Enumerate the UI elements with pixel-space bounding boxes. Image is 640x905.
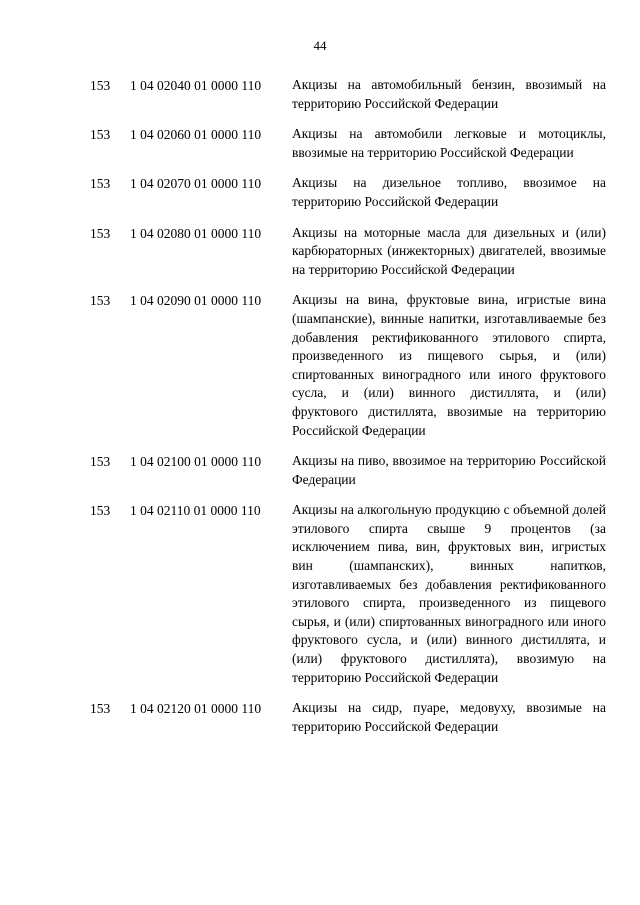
table-row — [0, 501, 640, 687]
administrator-code: 153 — [90, 176, 111, 192]
table-row — [0, 291, 640, 440]
administrator-code: 153 — [90, 127, 111, 143]
budget-classification-code: 1 04 02060 01 0000 110 — [130, 127, 262, 143]
administrator-code: 153 — [90, 78, 111, 93]
page-number: 44 — [313, 38, 327, 53]
budget-classification-code: 1 04 02070 01 0000 110 — [130, 176, 262, 192]
table-row — [0, 452, 640, 489]
revenue-description: Акцизы на алкогольную продукцию с объемной долей этилового спирта свыше 9 процентов (за исключением пива, вин, фруктовых вин, игристых вин (шампанских), винных напитков, изготавливаемых без добавления ректификованного этилового спирта, произведенного из пищевого сырья, и (или) спиртованных виноградного или иного фруктового сусла, и (или) винного дистиллята, и (или) фруктового дистиллята), ввозимую на территорию Российской Федерации — [292, 502, 606, 685]
budget-classification-code: 1 04 02110 01 0000 110 — [130, 503, 261, 519]
budget-classification-code: 1 04 02090 01 0000 110 — [130, 293, 262, 309]
administrator-code: 153 — [90, 701, 111, 717]
administrator-code: 153 — [90, 225, 111, 241]
revenue-description: Акцизы на пиво, ввозимое на территорию Российской Федерации — [292, 453, 606, 487]
table-row — [0, 125, 640, 162]
table-row — [0, 699, 640, 736]
budget-classification-code: 1 04 02120 01 0000 110 — [130, 701, 262, 717]
administrator-code: 153 — [90, 503, 111, 519]
revenue-description: Акцизы на сидр, пуаре, медовуху, ввозимые на территорию Российской Федерации — [292, 700, 606, 734]
budget-code-list — [0, 76, 640, 748]
administrator-code: 153 — [90, 454, 111, 470]
administrator-code: 153 — [90, 293, 111, 309]
revenue-description: Акцизы на автомобили легковые и мотоциклы, ввозимые на территорию Российской Федерации — [292, 126, 606, 160]
revenue-description: Акцизы на вина, фруктовые вина, игристые вина (шампанские), винные напитки, изготавливаемые без добавления ректификованного этилового спирта, произведенного из пищевого сырья, и (или) спиртованных виноградного или иного фруктового сусла, и (или) винного дистиллята, и (или) фруктового дистиллята, ввозимые на территорию Российской Федерации — [292, 292, 606, 438]
budget-classification-code: 1 04 02040 01 0000 110 — [130, 78, 262, 93]
revenue-description: Акцизы на автомобильный бензин, ввозимый на территорию Российской Федерации — [292, 77, 606, 111]
revenue-description: Акцизы на моторные масла для дизельных и (или) карбюраторных (инжекторных) двигателей, ввозимые на территорию Российской Федерации — [292, 224, 606, 277]
table-row — [0, 174, 640, 211]
table-row — [0, 76, 640, 113]
revenue-description: Акцизы на дизельное топливо, ввозимое на территорию Российской Федерации — [292, 175, 606, 209]
budget-classification-code: 1 04 02080 01 0000 110 — [130, 225, 262, 241]
table-row — [0, 224, 640, 280]
budget-classification-code: 1 04 02100 01 0000 110 — [130, 454, 262, 470]
